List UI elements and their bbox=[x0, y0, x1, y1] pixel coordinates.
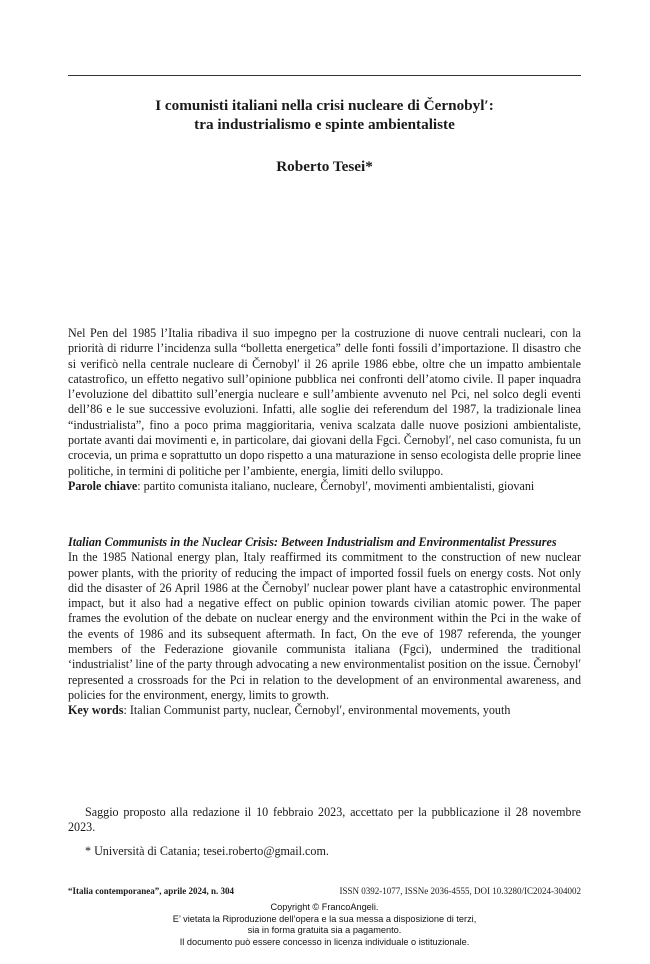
article-title-line-2: tra industrialismo e spinte ambientaliste bbox=[194, 116, 455, 133]
keywords-english-values: : Italian Communist party, nuclear, Černobyl′, environmental movements, youth bbox=[123, 703, 511, 718]
copyright-line-4: Il documento può essere concesso in licenza individuale o istituzionale. bbox=[179, 936, 470, 947]
abstract-english-text: In the 1985 National energy plan, Italy reaffirmed its commitment to the construction of new nuclear power plants, with the priority of reducing the impact of imported fossil fuels on energy costs. Not only did the disaster of 26 April 1986 at the Černobyl′ nuclear power plant have a catastrophic environmental impact, but it also had a negative effect on public opinion towards civilian atomic power. The paper frames the evolution of the debate on nuclear energy and the environment within the Pci in the wake of the events of 1986 and its subsequent aftermath. In fact, On the eve of 1987 referenda, the younger members of the Federazione giovanile communista italiana (Fgci), undermined the traditional ‘industrialist’ line of the party through advocating a new environmentalist position on the issue. Černobyl′ represented a crossroads for the Pci in relation to the development of an environmental awareness, and policies for the environment, energy, limits to growth. bbox=[68, 550, 581, 702]
submission-note: Saggio proposto alla redazione il 10 febbraio 2023, accettato per la pubblicazione il 28 novembre 2023. bbox=[68, 805, 581, 835]
keywords-english bbox=[68, 703, 581, 718]
copyright-line-1: Copyright © FrancoAngeli. bbox=[270, 902, 379, 912]
affiliation-note: * Università di Catania; tesei.roberto@gmail.com. bbox=[85, 843, 329, 858]
footnotes bbox=[68, 805, 581, 859]
article-title bbox=[68, 96, 581, 134]
header-rule bbox=[68, 75, 581, 76]
keywords-english-label: Key words bbox=[68, 703, 124, 718]
english-title: Italian Communists in the Nuclear Crisis: Between Industrialism and Environmentalist Pressures bbox=[68, 535, 557, 549]
issn-doi: ISSN 0392-1077, ISSNe 2036-4555, DOI 10.3280/IC2024-304002 bbox=[339, 886, 581, 896]
keywords-italian bbox=[68, 479, 581, 494]
copyright-line-2: E’ vietata la Riproduzione dell’opera e la sua messa a disposizione di terzi, bbox=[172, 913, 477, 924]
article-title-line-1: I comunisti italiani nella crisi nucleare di Černobyl′: bbox=[155, 97, 494, 114]
journal-citation: “Italia contemporanea”, aprile 2024, n. 304 bbox=[68, 886, 234, 896]
journal-footer bbox=[68, 886, 581, 897]
abstract-italian-text: Nel Pen del 1985 l’Italia ribadiva il suo impegno per la costruzione di nuove centrali nucleari, con la priorità di ridurre l’incidenza sulla “bolletta energetica” delle fonti fossili d’importazione. Il disastro che si verificò nella centrale nucleare di Černobyl′ il 26 aprile 1986 ebbe, oltre che un impatto ambientale catastrofico, un effetto negativo sull’opinione pubblica nei confronti dell’atomo civile. Il paper inquadra l’evoluzione del dibattito sull’energia nucleare e sull’ambiente avvenuto nel Pci, nel solco degli eventi dell’86 e le sue successive evoluzioni. Infatti, alle soglie dei referendum del 1987, la tradizionale linea “industrialista”, fino a poco prima maggioritaria, veniva scalzata dalle nuove posizioni ambientaliste, portate avanti dai movimenti e, in particolare, dai giovani della Fgci. Černobyl′, nel caso comunista, fu un crocevia, un prima e soprattutto un dopo rispetto a una maturazione in senso ecologista delle proprie linee politiche, in termini di politiche per l’ambiente, energia, limiti dello sviluppo. bbox=[68, 326, 581, 478]
copyright-notice bbox=[68, 902, 581, 948]
author-name: Roberto Tesei* bbox=[276, 158, 373, 175]
keywords-italian-values: : partito comunista italiano, nucleare, Černobyl′, movimenti ambientalisti, giovani bbox=[137, 478, 535, 493]
keywords-italian-label: Parole chiave bbox=[68, 478, 138, 493]
abstract-english bbox=[68, 535, 581, 719]
abstract-italian bbox=[68, 326, 581, 494]
copyright-line-3: sia in forma gratuita sia a pagamento. bbox=[247, 925, 402, 936]
